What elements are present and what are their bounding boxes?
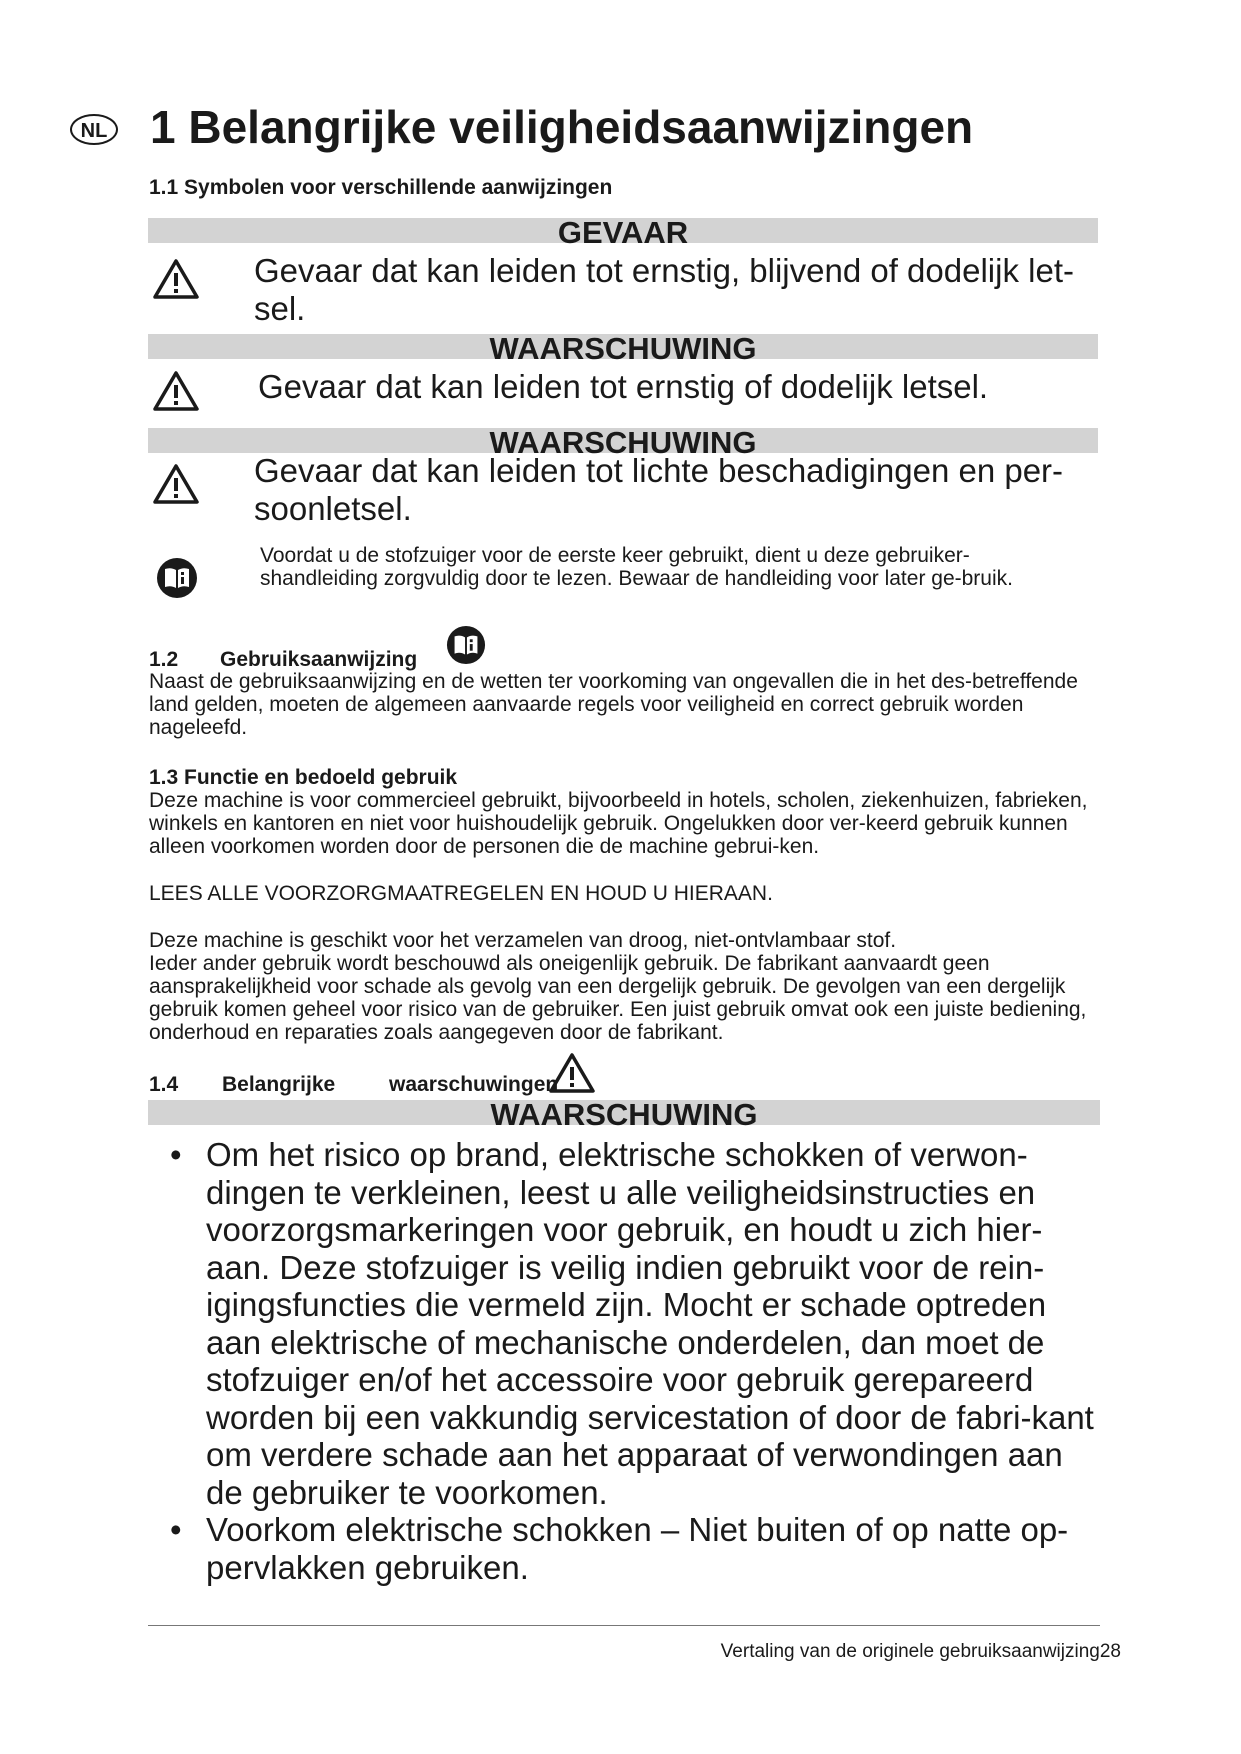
warning-text-2: Gevaar dat kan leiden tot lichte beschadigingen en per-soonletsel. bbox=[254, 452, 1064, 527]
warning-triangle-icon bbox=[152, 370, 200, 412]
language-badge: NL bbox=[70, 114, 118, 145]
section-1-2-text: Naast de gebruiksaanwijzing en de wetten ter voorkoming van ongevallen die in het des-betreffende land gelden, moeten de algemeen aanvaarde regels voor veiligheid en correct gebruik worden nageleefd. bbox=[149, 670, 1078, 739]
page-title: 1 Belangrijke veiligheidsaanwijzingen bbox=[150, 101, 974, 153]
warning-text-1: Gevaar dat kan leiden tot ernstig of dodelijk letsel. bbox=[258, 368, 989, 405]
section-1-3-paragraph-2: Ieder ander gebruik wordt beschouwd als oneigenlijk gebruik. De fabrikant aanvaardt geen aansprakelijkheid voor schade als gevolg van een dergelijk gebruik. De gevolgen van een dergelijk gebruik komen geheel voor risico van de gebruiker. Een juist gebruik omvat ook een juiste bediening, onderhoud en reparaties zoals aangegeven door de fabrikant. bbox=[149, 952, 1087, 1044]
section-1-4-number: 1.4 bbox=[149, 1073, 179, 1096]
section-1-3-caps-notice: LEES ALLE VOORZORGMAATREGELEN EN HOUD U HIERAAN. bbox=[149, 882, 773, 905]
footer-text: Vertaling van de originele gebruiksaanwijzing28 bbox=[720, 1641, 1121, 1662]
warning-triangle-icon bbox=[152, 463, 200, 505]
gevaar-band: GEVAAR bbox=[148, 218, 1098, 243]
bullet-text: Om het risico op brand, elektrische schokken of verwon-dingen te verkleinen, leest u alle veiligheidsinstructies en voorzorgsmarkeringen voor gebruik, en houdt u zich hier-aan. Deze stofzuiger is veilig indien gebruikt voor de rein-igingsfuncties die vermeld zijn. Mocht er schade optreden aan elektrische of mechanische onderdelen, dan moet de stofzuiger en/of het accessoire voor gebruik gerepareerd worden bij een vakkundig servicestation of door de fabri-kant om verdere schade aan het apparaat of verwondingen aan de gebruiker te voorkomen. bbox=[206, 1136, 1094, 1511]
warning-band-3: WAARSCHUWING bbox=[148, 1100, 1100, 1125]
bullet-symbol: • bbox=[170, 1511, 182, 1548]
section-1-2-heading: Gebruiksaanwijzing bbox=[220, 648, 418, 671]
read-manual-icon bbox=[156, 557, 198, 599]
warning-band-2: WAARSCHUWING bbox=[148, 428, 1098, 453]
section-1-4-heading-word-1: Belangrijke bbox=[222, 1073, 336, 1096]
warning-bullet-list bbox=[170, 1136, 1100, 1586]
section-1-1-heading: 1.1 Symbolen voor verschillende aanwijzingen bbox=[149, 176, 613, 199]
footer-divider bbox=[148, 1625, 1100, 1626]
bullet-text: Voorkom elektrische schokken – Niet buiten of op natte op-pervlakken gebruiken. bbox=[206, 1511, 1069, 1586]
bullet-symbol: • bbox=[170, 1136, 182, 1173]
warning-band-1: WAARSCHUWING bbox=[148, 334, 1098, 359]
warning-triangle-icon bbox=[152, 258, 200, 300]
section-1-3-paragraph-1: Deze machine is voor commercieel gebruikt, bijvoorbeeld in hotels, scholen, ziekenhuizen, fabrieken, winkels en kantoren en niet voor huishoudelijk gebruik. Ongelukken door ver-keerd gebruik kunnen alleen voorkomen worden door de personen die de machine gebrui-ken. bbox=[149, 789, 1088, 858]
section-1-3-heading: 1.3 Functie en bedoeld gebruik bbox=[149, 766, 458, 789]
list-item bbox=[170, 1511, 1100, 1586]
manual-note: Voordat u de stofzuiger voor de eerste keer gebruikt, dient u deze gebruiker-shandleiding zorgvuldig door te lezen. Bewaar de handleiding voor later ge-bruik. bbox=[260, 544, 1013, 590]
section-1-2-number: 1.2 bbox=[149, 648, 179, 671]
gevaar-text: Gevaar dat kan leiden tot ernstig, blijvend of dodelijk let-sel. bbox=[254, 252, 1074, 327]
warning-triangle-icon bbox=[548, 1052, 596, 1094]
list-item bbox=[170, 1136, 1100, 1511]
read-manual-icon bbox=[446, 625, 486, 665]
section-1-3-paragraph-2-line-1: Deze machine is geschikt voor het verzamelen van droog, niet-ontvlambaar stof. bbox=[149, 929, 897, 952]
section-1-4-heading-word-2: waarschuwingen bbox=[389, 1073, 559, 1096]
